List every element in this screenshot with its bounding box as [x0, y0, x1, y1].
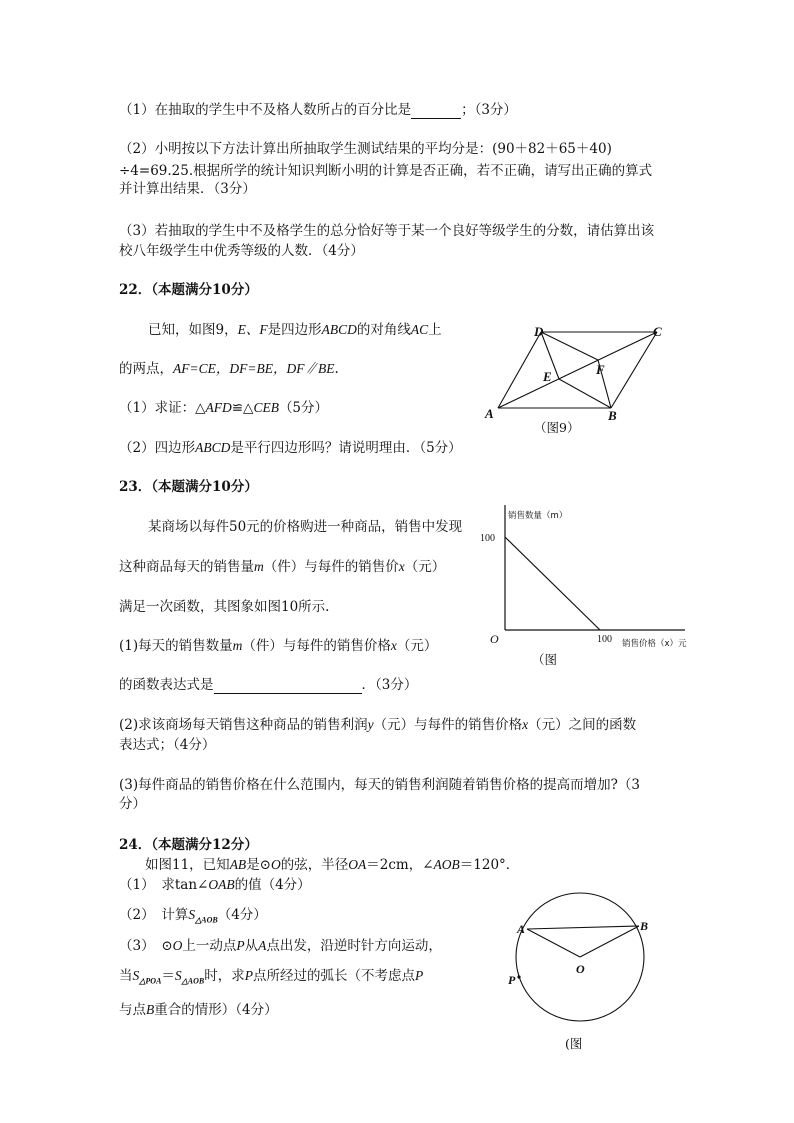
segment-eb [559, 379, 611, 408]
y-tick-label: 100 [480, 533, 495, 544]
diagonal-ac [498, 332, 657, 408]
q23-part2-line2: 表达式；（4分） [119, 737, 216, 753]
label-e: E [543, 369, 552, 384]
q21-part2-line3: 并计算出结果．（3分） [119, 181, 256, 197]
x-tick-label: 100 [597, 634, 612, 645]
q21-part3-line1: （3）若抽取的学生中不及格学生的总分恰好等于某一个良好等级学生的分数，请估算出该 [119, 223, 655, 239]
q21-part2-line2: ÷4=69.25.根据所学的统计知识判断小明的计算是否正确，若不正确，请写出正确的算式 [119, 163, 653, 179]
answer-blank[interactable] [411, 104, 461, 119]
figure-10-chart [470, 500, 710, 670]
y-axis-label: 销售数量（m） [508, 511, 568, 521]
q22-line1: 已知，如图9，E、F是四边形ABCD的对角线AC上 [148, 322, 442, 338]
label-b: B [640, 919, 649, 933]
q21-part3-line2: 校八年级学生中优秀等级的人数．（4分） [119, 243, 364, 259]
radius-ob [580, 926, 639, 957]
q24-part3-line1: （3） ⊙O上一动点P从A点出发，沿逆时针方向运动， [119, 938, 442, 954]
q24-heading: 24．（本题满分12分） [119, 837, 258, 853]
series-line [505, 537, 600, 630]
side-da [498, 332, 541, 408]
label-a: A [517, 922, 526, 936]
origin-label: O [490, 632, 499, 646]
label-a: A [485, 406, 494, 421]
q22-line2: 的两点，AF=CE，DF=BE，DF∥BE. [119, 361, 339, 377]
point-p-marker [517, 975, 520, 978]
label-p: P [508, 973, 516, 987]
x-axis-label: 销售价格（x）元 [622, 639, 687, 649]
q23-part3-line1: (3)每件商品的销售价格在什么范围内，每天的销售利润随着销售价格的提高而增加?（3 [119, 777, 640, 793]
figure-11-caption: (图 [565, 1036, 583, 1051]
chord-ab [527, 926, 639, 929]
label-o: O [576, 962, 585, 976]
label-f: F [596, 362, 605, 377]
q23-line3: 满足一次函数，其图象如图10所示. [119, 599, 330, 615]
q21-part1: （1）在抽取的学生中不及格人数所占的百分比是 ；（3分） [119, 102, 517, 118]
figure-9-caption: （图9） [534, 420, 580, 435]
q24-line1: 如图11，已知AB是⊙O的弦，半径OA＝2cm，∠AOB＝120°． [145, 857, 520, 873]
answer-blank[interactable] [214, 679, 362, 694]
q24-part2: （2） 计算$S_{\triangle AOB}(4$分） [119, 907, 267, 925]
figure-9-parallelogram [480, 318, 680, 438]
q23-line2: 这种商品每天的销售量m（件）与每件的销售价x（元） [119, 559, 446, 575]
q23-part1: (1)每天的销售数量m（件）与每件的销售价格x（元） [119, 638, 438, 654]
label-c: C [653, 324, 662, 339]
q23-part1-line2: 的函数表达式是 ．（3分） [119, 677, 418, 693]
q23-heading: 23．（本题满分10分） [119, 479, 258, 495]
q23-line1: 某商场以每件50元的价格购进一种商品，销售中发现 [148, 519, 463, 535]
q23-part2-line1: (2)求该商场每天销售这种商品的销售利润y（元）与每件的销售价格x（元）之间的函数 [119, 717, 637, 733]
radius-oa [527, 929, 580, 957]
q22-part2: （2）四边形ABCD是平行四边形吗？请说明理由．（5分） [119, 440, 462, 456]
q22-heading: 22．（本题满分10分） [119, 282, 258, 298]
label-b: B [608, 408, 617, 423]
q22-part1: （1）求证：△AFD≌△CEB（5分） [119, 400, 329, 416]
q24-part1: （1） 求tan∠OAB的值（4分） [119, 877, 311, 893]
figure-10-caption: （图 [532, 652, 558, 667]
q24-part3-line3: 与点B重合的情形）（4分） [119, 1002, 278, 1018]
label-d: D [534, 324, 544, 339]
q23-part3-line2: 分） [119, 796, 146, 812]
q21-part2-line1: （2）小明按以下方法计算出所抽取学生测试结果的平均分是：(90＋82＋65＋40) [119, 141, 612, 157]
q24-part3-line2: 当$S_{\triangle POA}=S_{\triangle AOB}$时，求P点所经过的弧长（不考虑点P [119, 968, 424, 986]
figure-11-circle [505, 892, 665, 1062]
